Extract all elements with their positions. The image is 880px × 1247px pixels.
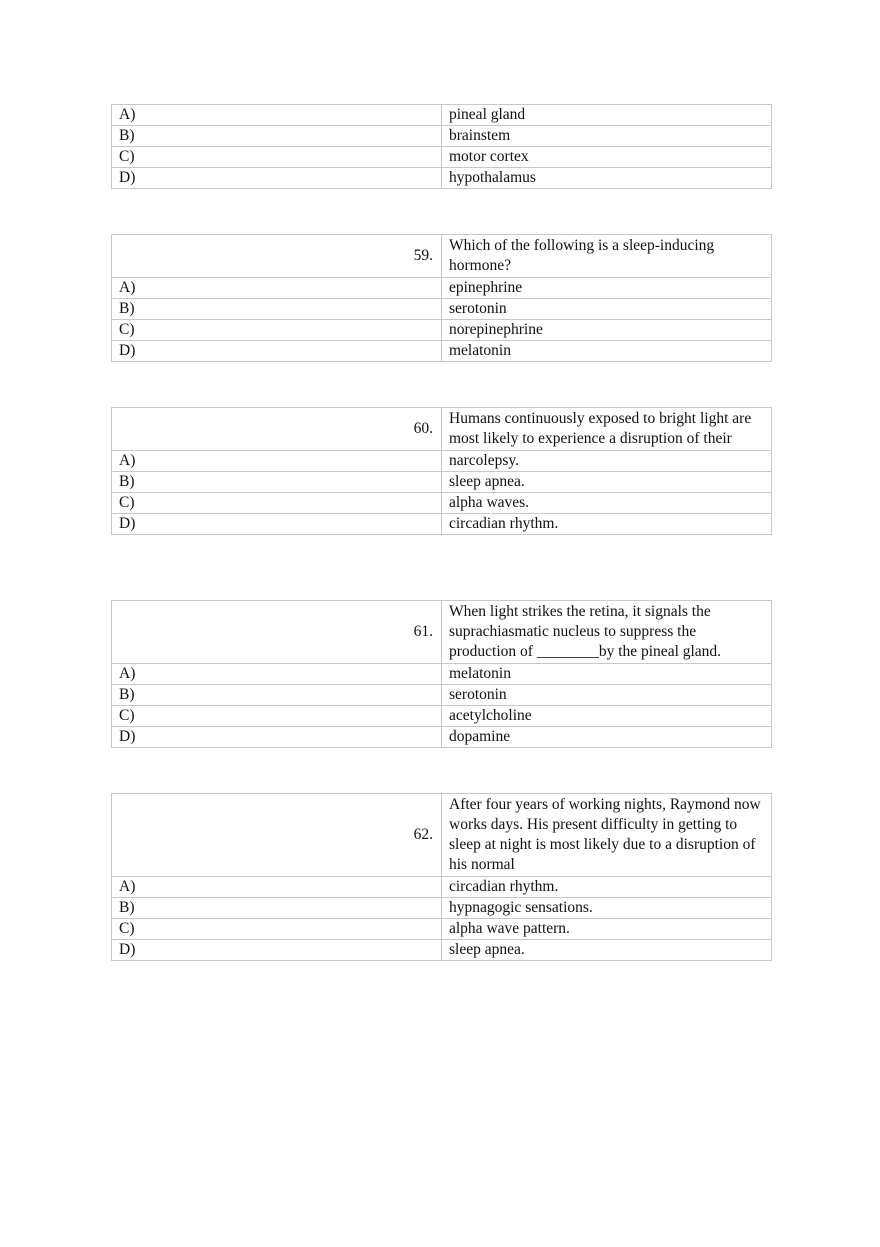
option-letter: D) [112,940,442,961]
option-letter: B) [112,299,442,320]
question-number: 62. [112,794,442,877]
question-row [112,408,772,451]
question-number: 60. [112,408,442,451]
option-text: norepinephrine [442,320,772,341]
option-letter: C) [112,706,442,727]
option-text: sleep apnea. [442,472,772,493]
option-letter: A) [112,105,442,126]
question-59-table [111,234,772,362]
question-stem: When light strikes the retina, it signals the suprachiasmatic nucleus to suppress the production of ________by the pineal gland. [442,601,772,664]
option-row [112,105,772,126]
option-row [112,727,772,748]
option-row [112,940,772,961]
option-letter: B) [112,126,442,147]
question-row [112,601,772,664]
option-text: alpha wave pattern. [442,919,772,940]
option-text: alpha waves. [442,493,772,514]
option-letter: D) [112,514,442,535]
option-row [112,877,772,898]
option-row [112,341,772,362]
question-number: 59. [112,235,442,278]
question-62-table [111,793,772,961]
option-text: motor cortex [442,147,772,168]
question-61-table [111,600,772,748]
option-text: serotonin [442,685,772,706]
option-letter: C) [112,147,442,168]
option-text: circadian rhythm. [442,514,772,535]
option-row [112,472,772,493]
question-stem: Humans continuously exposed to bright light are most likely to experience a disruption of their [442,408,772,451]
option-letter: A) [112,877,442,898]
option-letter: C) [112,320,442,341]
option-text: hypnagogic sensations. [442,898,772,919]
option-row [112,278,772,299]
option-text: narcolepsy. [442,451,772,472]
question-58-options-table [111,104,772,189]
option-text: acetylcholine [442,706,772,727]
question-stem: After four years of working nights, Raymond now works days. His present difficulty in getting to sleep at night is most likely due to a disruption of his normal [442,794,772,877]
option-row [112,168,772,189]
option-row [112,898,772,919]
option-letter: A) [112,278,442,299]
question-row [112,235,772,278]
option-row [112,664,772,685]
option-text: sleep apnea. [442,940,772,961]
option-text: brainstem [442,126,772,147]
question-row [112,794,772,877]
option-letter: D) [112,727,442,748]
option-text: serotonin [442,299,772,320]
option-text: dopamine [442,727,772,748]
option-text: pineal gland [442,105,772,126]
option-text: melatonin [442,341,772,362]
option-row [112,685,772,706]
option-row [112,919,772,940]
option-text: melatonin [442,664,772,685]
option-letter: A) [112,451,442,472]
option-letter: B) [112,472,442,493]
option-letter: D) [112,341,442,362]
option-text: hypothalamus [442,168,772,189]
option-text: circadian rhythm. [442,877,772,898]
option-row [112,514,772,535]
option-letter: C) [112,919,442,940]
option-row [112,299,772,320]
option-row [112,451,772,472]
question-number: 61. [112,601,442,664]
option-row [112,126,772,147]
option-letter: B) [112,898,442,919]
option-letter: A) [112,664,442,685]
option-row [112,147,772,168]
option-row [112,493,772,514]
option-row [112,320,772,341]
option-row [112,706,772,727]
option-letter: D) [112,168,442,189]
question-stem: Which of the following is a sleep-inducing hormone? [442,235,772,278]
question-60-table [111,407,772,535]
option-text: epinephrine [442,278,772,299]
option-letter: C) [112,493,442,514]
option-letter: B) [112,685,442,706]
